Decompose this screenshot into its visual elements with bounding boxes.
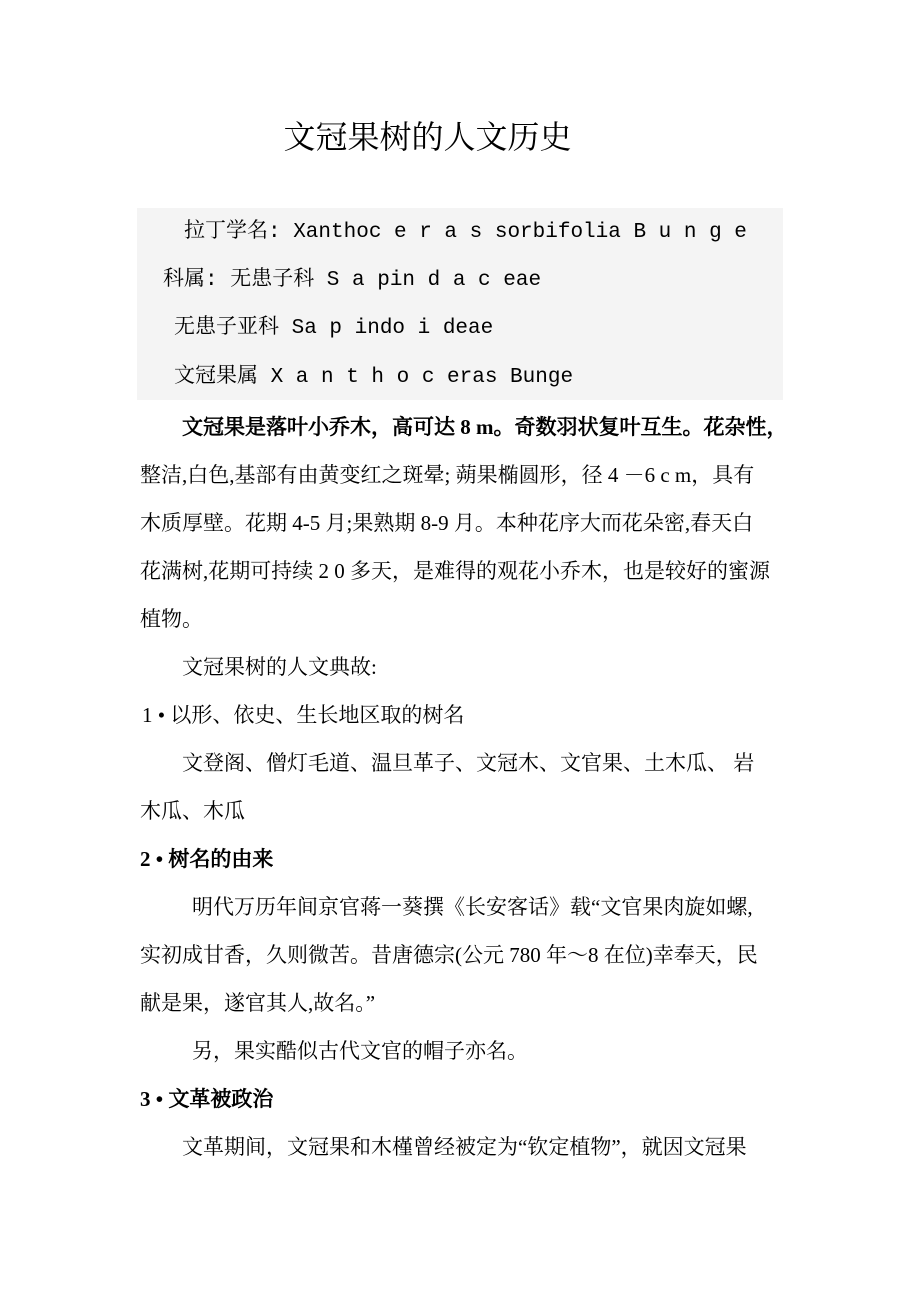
body-line: 文冠果是落叶小乔木，高可达 8 m。奇数羽状复叶互生。花杂性， [182, 415, 788, 439]
body-line: 花满树,花期可持续 2 0 多天，是难得的观花小乔木，也是较好的蜜源 [140, 559, 770, 583]
section-heading-3: 3 • 文革被政治 [140, 1087, 274, 1111]
latin-name: 拉丁学名: Xanthoc e r a s sorbifolia B u n g e [184, 221, 747, 244]
body-line: 献是果，遂官其人,故名。” [140, 991, 376, 1015]
body-line: 实初成甘香，久则微苦。昔唐德宗(公元 780 年～8 在位)幸奉天，民 [140, 943, 758, 967]
body-line: 明代万历年间京官蒋一葵撰《长安客话》载“文官果肉旋如螺, [192, 895, 753, 919]
subfamily: 无患子亚科 Sa p indo i deae [174, 317, 494, 340]
family: 科属: 无患子科 S a pin d a c eae [163, 269, 542, 292]
body-line: 文登阁、僧灯毛道、温旦革子、文冠木、文官果、土木瓜、 岩 [182, 751, 755, 775]
body-line: 植物。 [140, 607, 203, 631]
body-line: 木瓜、木瓜 [140, 799, 245, 823]
body-line: 整洁,白色,基部有由黄变红之斑晕; 蒴果椭圆形，径 4 －6 c m，具有 [140, 463, 755, 487]
document-title: 文冠果树的人文历史 [283, 119, 572, 155]
body-line: 文革期间，文冠果和木槿曾经被定为“钦定植物”，就因文冠果 [182, 1135, 747, 1159]
body-line: 木质厚壁。花期 4-5 月;果熟期 8-9 月。本种花序大而花朵密,春天白 [140, 511, 754, 535]
genus: 文冠果属 X a n t h o c eras Bunge [174, 366, 574, 389]
section-heading-1: 1 • 以形、依史、生长地区取的树名 [142, 703, 465, 727]
section-heading-2: 2 • 树名的由来 [140, 847, 274, 871]
section-intro: 文冠果树的人文典故: [182, 655, 377, 679]
body-line: 另，果实酷似古代文官的帽子亦名。 [192, 1039, 528, 1063]
